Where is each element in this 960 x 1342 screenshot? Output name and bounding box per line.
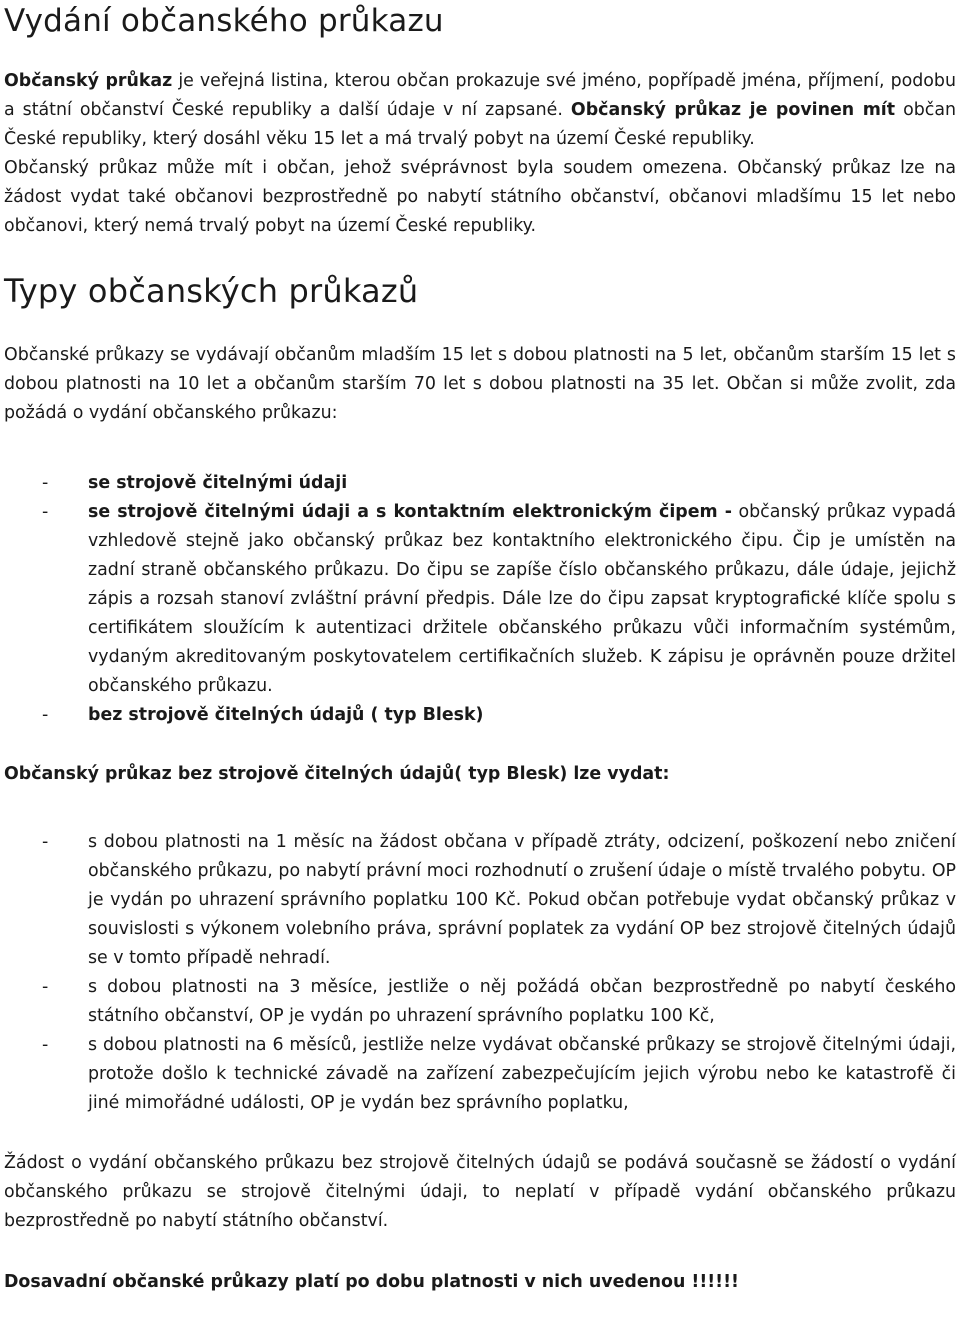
list-item-text: občanský průkaz vypadá vzhledově stejně jako občanský průkaz bez kontaktního elektronického čipu. Čip je umístěn na zadní straně občanského průkazu. Do čipu se zapíše číslo občanského průkazu, dále údaje, jejichž zápis a rozsah stanoví zvláštní právní předpis. Dále lze do čipu zapsat kryptografické klíče spolu s certifikátem sloužícím k autentizaci držitele občanského průkazu vůči informačním systémům, vydaným akreditovaným poskytovatelem certifikačních služeb. K zápisu je oprávněn pouze držitel občanského průkazu. [88, 502, 956, 696]
list-item [4, 973, 956, 1031]
list-dash: - [42, 473, 49, 493]
section-title-types: Typy občanských průkazů [4, 272, 419, 310]
intro-bold-2: Občanský průkaz je povinen mít [570, 100, 896, 120]
list-dash: - [42, 1035, 49, 1055]
list-item-text: s dobou platnosti na 3 měsíce, jestliže o něj požádá občan bezprostředně po nabytí českého státního občanství, OP je vydán po uhrazení správního poplatku 100 Kč, [88, 977, 956, 1026]
list-dash: - [42, 705, 49, 725]
intro-text-2: občan České republiky, který dosáhl věku 15 let a má trvalý pobyt na území České republiky. [4, 100, 956, 149]
list-item [4, 701, 956, 730]
types-paragraph: Občanské průkazy se vydávají občanům mladším 15 let s dobou platnosti na 5 let, občanům starším 15 let s dobou platnosti na 10 let a občanům starším 70 let s dobou platnosti na 35 let. Občan si může zvolit, zda požádá o vydání občanského průkazu: [4, 345, 956, 423]
types-list [4, 469, 956, 730]
list-item [4, 469, 956, 498]
list-item-text: s dobou platnosti na 6 měsíců, jestliže nelze vydávat občanské průkazy se strojově čitelnými údaji, protože došlo k technické závadě na zařízení zabezpečujícím jejich výrobu nebo ke katastrofě či jiné mimořádné události, OP je vydán bez správního poplatku, [88, 1035, 956, 1113]
intro-paragraph-2 [4, 154, 956, 241]
list-dash: - [42, 977, 49, 997]
list-dash: - [42, 502, 49, 522]
intro-text-4: Občanský průkaz lze na žádost vydat také občanovi bezprostředně po nabytí státního občanství, občanovi mladšímu 15 let nebo občanovi, který nemá trvalý pobyt na území České republiky. [4, 158, 957, 236]
list-item [4, 1031, 956, 1118]
list-dash: - [42, 832, 49, 852]
intro-text-3: Občanský průkaz může mít i občan, jehož svéprávnost byla soudem omezena. [4, 158, 728, 178]
list-item-bold: se strojově čitelnými údaji a s kontaktním elektronickým čipem - [88, 502, 732, 522]
list-item [4, 828, 956, 973]
intro-paragraph-1 [4, 67, 956, 154]
intro-bold-1: Občanský průkaz [4, 71, 173, 91]
page-title: Vydání občanského průkazu [4, 3, 444, 39]
list-item-text: s dobou platnosti na 1 měsíc na žádost občana v případě ztráty, odcizení, poškození nebo zničení občanského průkazu, po nabytí právní moci rozhodnutí o zrušení údaje o místě trvalého pobytu. OP je vydán po uhrazení správního poplatku 100 Kč. Pokud občan potřebuje vydat občanský průkaz v souvislosti s výkonem volebního práva, správní poplatek za vydání OP bez strojově čitelných údajů se v tomto případě nehradí. [88, 832, 956, 968]
intro-text-1: je veřejná listina, kterou občan prokazuje své jméno, popřípadě jména, příjmení, podobu a státní občanství České republiky a další údaje v ní zapsané. [4, 71, 956, 120]
list-item [4, 498, 956, 701]
blesk-list [4, 828, 956, 1118]
closing-paragraph: Žádost o vydání občanského průkazu bez strojově čitelných údajů se podává současně se žádostí o vydání občanského průkazu se strojově čitelnými údaji, to neplatí v případě vydání občanského průkazu bezprostředně po nabytí státního občanství. [4, 1153, 956, 1231]
final-note: Dosavadní občanské průkazy platí po dobu platnosti v nich uvedenou !!!!!! [4, 1272, 739, 1292]
blesk-heading: Občanský průkaz bez strojově čitelných údajů( typ Blesk) lze vydat: [4, 764, 670, 784]
list-item-bold: se strojově čitelnými údaji [88, 473, 348, 493]
list-item-bold: bez strojově čitelných údajů ( typ Blesk) [88, 705, 484, 725]
